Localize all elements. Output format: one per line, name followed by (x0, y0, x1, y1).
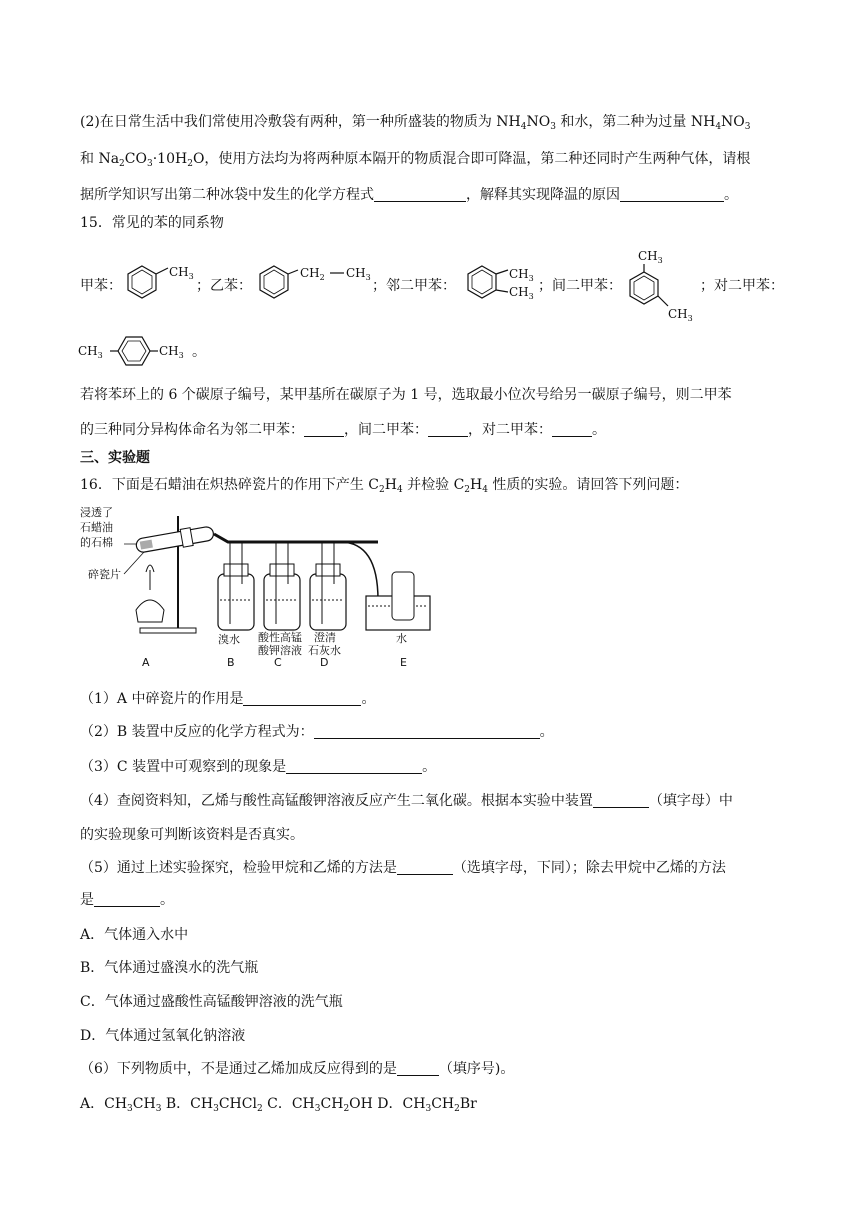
ethylbenzene-label: ；乙苯： (196, 278, 252, 294)
q2-line3 (80, 185, 738, 205)
bottle-d (310, 542, 346, 630)
mxylene-structure (622, 244, 702, 324)
sub: 3 (550, 122, 556, 132)
label-cotton: 的石棉 (80, 536, 113, 549)
svg-text:CH3: $CH_3$ (509, 285, 534, 301)
option-b: B．气体通过盛溴水的洗气瓶 (80, 960, 259, 976)
answer-blank[interactable] (397, 1061, 439, 1076)
text: H (470, 477, 483, 493)
text: 和 Na (80, 151, 120, 167)
sub: 2 (454, 1104, 460, 1114)
answer-blank[interactable] (374, 187, 466, 202)
text: A．CH (80, 1096, 128, 1112)
text: 。 (160, 892, 174, 908)
text: D．CH (372, 1096, 426, 1112)
label-d: 澄清 (314, 631, 336, 644)
text: CH (320, 1096, 344, 1112)
text: CH (431, 1096, 455, 1112)
bottle-b (218, 542, 254, 630)
sub: 2 (256, 1104, 263, 1114)
sub: 2 (119, 159, 125, 169)
svg-text:CH3: $CH_3$ (346, 266, 371, 282)
sub: 4 (482, 485, 488, 495)
q2-line2 (80, 149, 750, 169)
q16-intro (80, 475, 688, 495)
text: 16．下面是石蜡油在炽热碎瓷片的作用下产生 C (80, 477, 379, 493)
sub: 3 (744, 122, 751, 132)
bottle-c (264, 542, 300, 630)
oxylene-label: ；邻二甲苯： (372, 278, 456, 294)
option-a: A．气体通入水中 (80, 927, 189, 943)
text: 性质的实验。请回答下列问题： (487, 477, 689, 493)
q16-s4-cont: 的实验现象可判断该资料是否真实。 (80, 827, 304, 843)
text: NO (721, 114, 745, 130)
sub: 3 (314, 1104, 321, 1114)
pxylene-structure (78, 328, 208, 374)
label-d: 石灰水 (308, 644, 341, 657)
sub: 4 (715, 122, 722, 132)
sub: 2 (378, 485, 385, 495)
svg-text:CH3: $CH_3$ (169, 265, 194, 281)
label-cotton: 浸透了 (80, 506, 113, 519)
text: OH (349, 1096, 373, 1112)
label-C: C (274, 656, 282, 669)
q16-s4 (80, 791, 733, 811)
q16-s1 (80, 689, 375, 709)
answer-blank[interactable] (397, 860, 453, 875)
text: （5）通过上述实验探究，检验甲烷和乙烯的方法是 (80, 860, 397, 876)
apparatus-diagram (78, 500, 438, 670)
toluene-structure (122, 258, 202, 310)
text: 的三种同分异构体命名为邻二甲苯： (80, 422, 304, 438)
q16-s6 (80, 1059, 514, 1079)
q16-s2 (80, 722, 554, 742)
text: 。 (422, 759, 437, 775)
label-A: A (142, 656, 150, 669)
label-e: 水 (396, 632, 407, 645)
text: 和水，第二种为过量 NH (555, 114, 716, 130)
sub: 2 (343, 1104, 350, 1114)
sub: 2 (187, 159, 193, 169)
label-D: D (320, 656, 329, 669)
text: 。 (724, 187, 738, 203)
label-b: 溴水 (218, 633, 240, 646)
text: 据所学知识写出第二种冰袋中发生的化学方程式 (80, 187, 374, 203)
svg-text:CH3: $CH_3$ (78, 344, 103, 360)
answer-blank[interactable] (94, 892, 160, 907)
answer-blank[interactable] (620, 187, 724, 202)
label-E: E (400, 656, 407, 669)
text: （6）下列物质中，不是通过乙烯加成反应得到的是 (80, 1061, 397, 1077)
sub: 3 (213, 1104, 219, 1114)
sub: 2 (464, 485, 471, 495)
text: NO (526, 114, 551, 130)
svg-text:CH3: $CH_3$ (159, 344, 184, 360)
text: （3）C 装置中可观察到的现象是 (80, 759, 287, 775)
text: O，使用方法均为将两种原本隔开的物质混合即可降温，第二种还同时产生两种气体，请根 (192, 151, 751, 167)
sub: 3 (146, 159, 153, 169)
sub: 4 (396, 485, 403, 495)
toluene-label: 甲苯： (80, 278, 122, 294)
pxylene-label: ；对二甲苯： (700, 278, 784, 294)
label-B: B (227, 656, 235, 669)
text: (2)在日常生活中我们常使用冷敷袋有两种，第一种所盛装的物质为 NH (80, 114, 521, 130)
q2-line1 (80, 112, 751, 132)
text: ，间二甲苯： (344, 422, 428, 438)
text: （选填字母，下同）；除去甲烷中乙烯的方法 (452, 860, 726, 876)
text: C．CH (262, 1096, 315, 1112)
answer-blank[interactable] (243, 691, 361, 706)
text: 。 (539, 724, 554, 740)
period: 。 (192, 344, 206, 360)
q16-s6-options (80, 1094, 477, 1114)
text: ，对二甲苯： (468, 422, 552, 438)
label-shards: 碎瓷片 (88, 568, 121, 581)
section-heading: 三、实验题 (80, 450, 150, 466)
q16-s5 (80, 858, 726, 878)
sub: 4 (520, 122, 527, 132)
option-c: C．气体通过盛酸性高锰酸钾溶液的洗气瓶 (80, 994, 343, 1010)
sub: 3 (155, 1104, 162, 1114)
answer-blank[interactable] (304, 422, 344, 437)
answer-blank[interactable] (286, 759, 422, 774)
svg-text:CH3: $CH_3$ (509, 267, 534, 283)
answer-blank[interactable] (314, 724, 540, 739)
label-c: 酸性高锰 (258, 631, 302, 644)
sub: 3 (127, 1104, 133, 1114)
sub: 3 (425, 1104, 432, 1114)
text: （填序号)。 (438, 1061, 515, 1077)
option-d: D．气体通过氢氧化钠溶液 (80, 1028, 246, 1044)
answer-blank[interactable] (593, 793, 649, 808)
svg-text:CH2: $CH_2$ (300, 266, 325, 282)
answer-blank[interactable] (428, 422, 468, 437)
oxylene-structure (462, 258, 542, 310)
q15-title: 15．常见的苯的同系物 (80, 215, 224, 231)
text: 是 (80, 892, 94, 908)
q15-para2 (80, 420, 606, 440)
text: （1）A 中碎瓷片的作用是 (80, 691, 244, 707)
text: （4）查阅资料知，乙烯与酸性高锰酸钾溶液反应产生二氧化碳。根据本实验中装置 (80, 793, 593, 809)
text: （填字母）中 (648, 793, 733, 809)
svg-text:CH3: $CH_3$ (668, 307, 693, 323)
ethylbenzene-structure (254, 258, 378, 310)
text: H (384, 477, 397, 493)
text: ，解释其实现降温的原因 (466, 187, 620, 203)
text: 并检验 C (402, 477, 465, 493)
answer-blank[interactable] (552, 422, 592, 437)
text: CHCl (218, 1096, 257, 1112)
text: （2）B 装置中反应的化学方程式为： (80, 724, 314, 740)
q15-para1: 若将苯环上的 6 个碳原子编号，某甲基所在碳原子为 1 号，选取最小位次号给另一碳原子编号，则二甲苯 (80, 387, 732, 403)
text: CO (124, 151, 147, 167)
svg-text:CH3: $CH_3$ (638, 249, 663, 265)
label-cotton: 石蜡油 (80, 521, 113, 534)
q16-s5-cont (80, 890, 174, 910)
q16-s3 (80, 757, 436, 777)
label-c: 酸钾溶液 (258, 644, 302, 657)
text: CH (132, 1096, 156, 1112)
text: B．CH (161, 1096, 214, 1112)
mxylene-label: ；间二甲苯： (538, 278, 622, 294)
text: Br (459, 1096, 477, 1112)
text: 。 (361, 691, 376, 707)
text: 。 (592, 422, 606, 438)
text: ·10H (152, 151, 188, 167)
